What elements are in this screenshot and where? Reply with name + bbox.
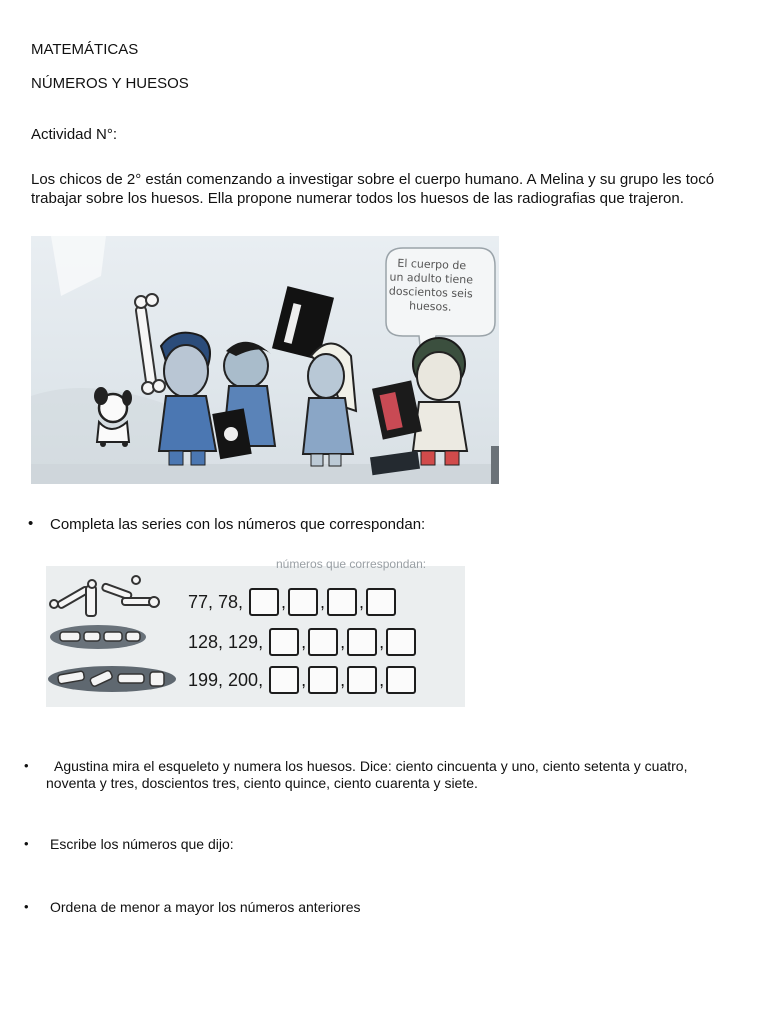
bubble-line-1: El cuerpo de xyxy=(397,256,467,273)
bubble-line-2: un adulto tiene xyxy=(389,270,474,287)
answer-box[interactable] xyxy=(366,588,396,616)
answer-box[interactable] xyxy=(249,588,279,616)
task-complete-series: Completa las series con los números que correspondan: xyxy=(50,516,426,533)
bubble-line-4: huesos. xyxy=(408,299,452,314)
bone-raised xyxy=(135,294,165,394)
series-row-1: 77, 78, , , , xyxy=(188,588,398,616)
intro-paragraph: Los chicos de 2° están comenzando a investigar sobre el cuerpo humano. A Melina y su grupo les tocó trabajar sobre los huesos. Ella propone numerar todos los huesos de las radiografias que trajeron. xyxy=(31,171,715,207)
task-write-numbers: Escribe los números que dijo: xyxy=(50,836,234,852)
girl-dark-hair xyxy=(212,342,275,460)
boy-curly-hair xyxy=(372,338,467,465)
series-start-2: 128, 129, xyxy=(188,631,264,652)
answer-box[interactable] xyxy=(308,628,338,656)
girl-blonde xyxy=(303,344,356,467)
answer-box[interactable] xyxy=(386,628,416,656)
bullet-marker: • xyxy=(24,758,29,773)
series-start-3: 199, 200, xyxy=(188,669,264,690)
speech-bubble-text xyxy=(384,256,478,315)
answer-box[interactable] xyxy=(347,666,377,694)
answer-box[interactable] xyxy=(308,666,338,694)
answer-box[interactable] xyxy=(347,628,377,656)
bullet-marker: • xyxy=(28,515,34,532)
series-row-2: 128, 129, , , , xyxy=(188,628,418,656)
task-order-numbers: Ordena de menor a mayor los números anteriores xyxy=(50,899,361,915)
answer-box[interactable] xyxy=(386,666,416,694)
series-row-3: 199, 200, , , , xyxy=(188,666,418,694)
bullet-marker: • xyxy=(24,899,29,914)
answer-box[interactable] xyxy=(269,666,299,694)
bone-icons xyxy=(46,566,182,707)
page-title: NÚMEROS Y HUESOS xyxy=(31,75,189,92)
answer-box[interactable] xyxy=(269,628,299,656)
cropped-header-text: números que correspondan: xyxy=(276,557,427,571)
answer-box[interactable] xyxy=(288,588,318,616)
bullet-marker: • xyxy=(24,836,29,851)
answer-box[interactable] xyxy=(327,588,357,616)
task-agustina: Agustina mira el esqueleto y numera los huesos. Dice: ciento cincuenta y uno, ciento setenta y cuatro, noventa y tres, doscientos tres, ciento quince, ciento cuarenta y siete. xyxy=(46,758,688,791)
number-series-exercise xyxy=(46,557,465,707)
series-start-1: 77, 78, xyxy=(188,591,244,612)
bubble-line-3: doscientos seis xyxy=(388,284,473,301)
boy-blue-hair xyxy=(159,333,216,465)
activity-label: Actividad N°: xyxy=(31,126,118,143)
subject-heading: MATEMÁTICAS xyxy=(31,41,139,58)
